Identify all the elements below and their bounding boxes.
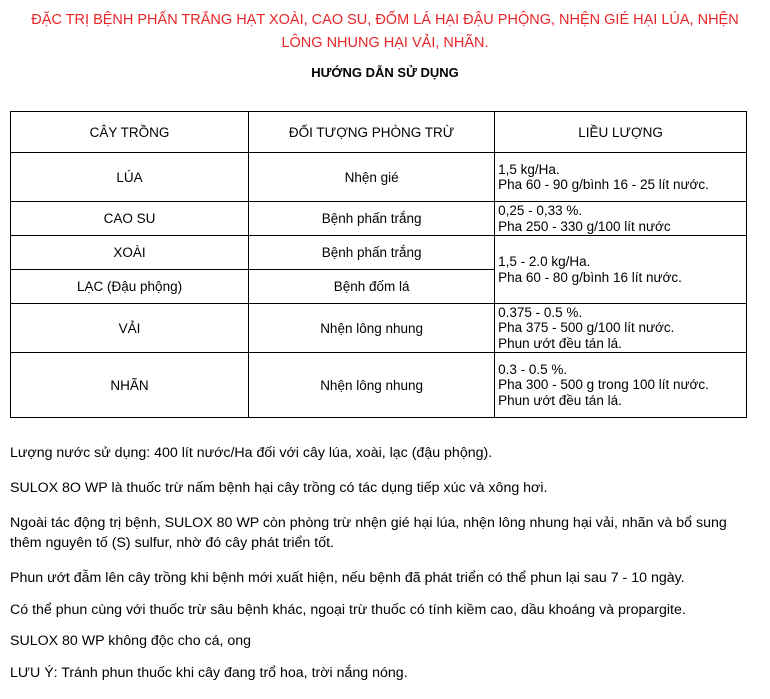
dose-line: 1,5 kg/Ha.	[498, 161, 560, 177]
note-paragraph: LƯU Ý: Tránh phun thuốc khi cây đang trổ hoa, trời nắng nóng.	[10, 665, 408, 681]
crop-cell: VẢI	[11, 304, 249, 353]
dose-line: Phun ướt đều tán lá.	[498, 335, 622, 351]
heading-line-2: LÔNG NHUNG HẠI VẢI, NHÃN.	[281, 35, 489, 51]
target-cell: Nhện lông nhung	[249, 353, 495, 418]
dose-line: Pha 250 - 330 g/100 lít nước	[498, 218, 671, 234]
note-paragraph: SULOX 8O WP là thuốc trừ nấm bệnh hại cây trồng có tác dụng tiếp xúc và xông hơi.	[10, 480, 548, 496]
dose-cell	[495, 153, 747, 202]
product-heading	[0, 9, 770, 55]
table-row	[11, 304, 747, 353]
dose-cell	[495, 202, 747, 236]
dose-line: 0.3 - 0.5 %.	[498, 361, 568, 377]
crop-cell: XOÀI	[11, 236, 249, 270]
dose-line: Pha 60 - 80 g/bình 16 lít nước.	[498, 269, 682, 285]
table-row	[11, 236, 747, 270]
dose-cell	[495, 353, 747, 418]
crop-cell: LÚA	[11, 153, 249, 202]
heading-line-1: ĐẶC TRỊ BỆNH PHẤN TRẮNG HẠT XOÀI, CAO SU, ĐỐM LÁ HẠI ĐẬU PHỘNG, NHỆN GIÉ HẠI LÚA, NHỆN	[31, 12, 739, 28]
table-header-row	[11, 112, 747, 153]
target-cell: Bệnh đốm lá	[249, 270, 495, 304]
dose-line: Pha 375 - 500 g/100 lít nước.	[498, 320, 675, 336]
table-row	[11, 153, 747, 202]
note-paragraph: Phun ướt đẫm lên cây trồng khi bệnh mới xuất hiện, nếu bệnh đã phát triển có thể phun lại sau 7 - 10 ngày.	[10, 570, 685, 586]
target-cell: Bệnh phấn trắng	[249, 202, 495, 236]
dose-line: Phun ướt đều tán lá.	[498, 392, 622, 408]
note-paragraph: Ngoài tác động trị bệnh, SULOX 80 WP còn phòng trừ nhện gié hại lúa, nhện lông nhung hại vải, nhãn và bổ sung thêm nguyên tố (S) sulfur, nhờ đó cây phát triển tốt.	[10, 515, 727, 551]
target-cell: Bệnh phấn trắng	[249, 236, 495, 270]
target-cell: Nhện gié	[249, 153, 495, 202]
crop-cell: CAO SU	[11, 202, 249, 236]
usage-subtitle: HƯỚNG DẪN SỬ DỤNG	[311, 65, 459, 80]
header-dose: LIỀU LƯỢNG	[495, 112, 747, 153]
usage-notes	[10, 443, 762, 683]
target-cell: Nhện lông nhung	[249, 304, 495, 353]
table-row	[11, 353, 747, 418]
note-paragraph: Có thể phun cùng với thuốc trừ sâu bệnh khác, ngoại trừ thuốc có tính kiềm cao, dầu khoáng và propargite.	[10, 602, 686, 618]
dose-line: 0,25 - 0,33 %.	[498, 203, 583, 218]
dose-cell	[495, 236, 747, 304]
note-paragraph: SULOX 80 WP không độc cho cá, ong	[10, 633, 252, 649]
dose-cell	[495, 304, 747, 353]
usage-table	[10, 111, 747, 418]
crop-cell: NHÃN	[11, 353, 249, 418]
dose-line: Pha 60 - 90 g/bình 16 - 25 lít nước.	[498, 177, 709, 192]
dose-line: 1,5 - 2.0 kg/Ha.	[498, 254, 591, 269]
header-crop: CÂY TRỒNG	[11, 112, 249, 153]
header-target: ĐỐI TƯỢNG PHÒNG TRỪ	[249, 112, 495, 153]
dose-line: 0.375 - 0.5 %.	[498, 304, 583, 320]
crop-cell: LẠC (Đậu phộng)	[11, 270, 249, 304]
dose-line: Pha 300 - 500 g trong 100 lít nước.	[498, 377, 709, 393]
table-row	[11, 202, 747, 236]
note-paragraph: Lượng nước sử dụng: 400 lít nước/Ha đối với cây lúa, xoài, lạc (đậu phộng).	[10, 445, 493, 461]
